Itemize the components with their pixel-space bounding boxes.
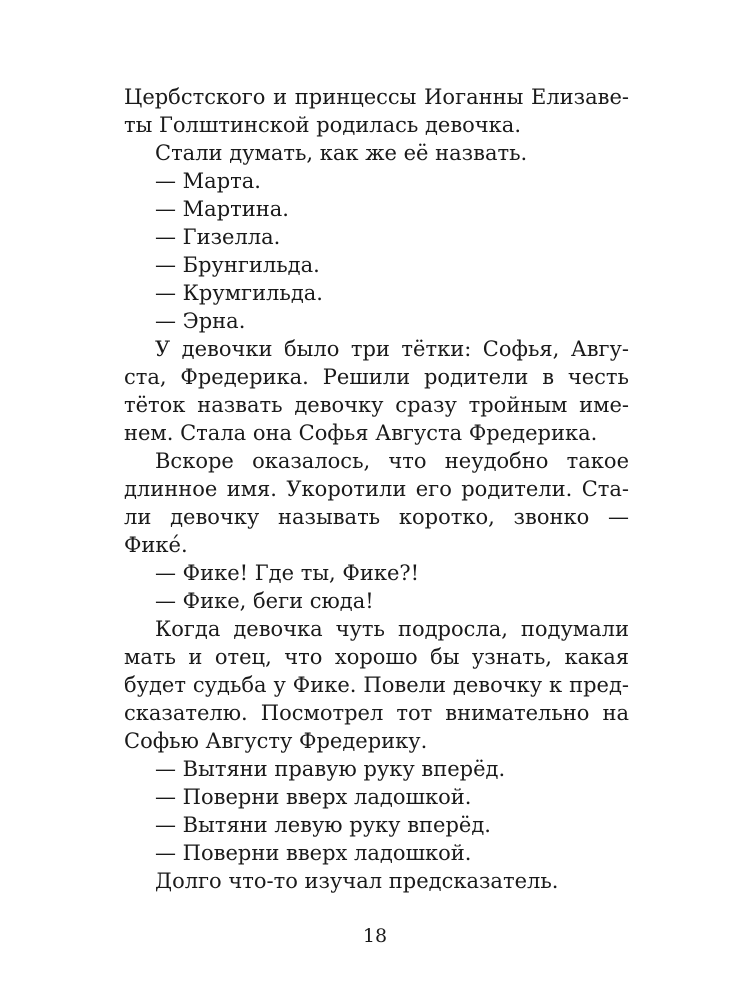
dialogue-line: — Марта. — [155, 169, 261, 193]
text-line: нем. Стала она Софья Августа Фредерика. — [124, 421, 598, 445]
dialogue-line: — Крумгильда. — [155, 281, 323, 305]
text-line: У девочки было три тётки: Софья, Авгу- — [155, 337, 629, 361]
text-line: Вскоре оказалось, что неудобно такое — [155, 449, 629, 473]
text-line: Когда девочка чуть подросла, подумали — [155, 617, 629, 641]
dialogue-line: — Мартина. — [155, 197, 289, 221]
dialogue-line: — Фике! Где ты, Фике?! — [155, 561, 420, 585]
dialogue-line: — Поверни вверх ладошкой. — [155, 841, 472, 865]
text-line: сказателю. Посмотрел тот внимательно на — [124, 701, 629, 725]
text-line: Фике́. — [124, 533, 188, 557]
dialogue-line: — Поверни вверх ладошкой. — [155, 785, 472, 809]
text-line: ли девочку называть коротко, звонко — — [124, 505, 629, 529]
page-number: 18 — [362, 925, 388, 947]
dialogue-line: — Вытяни правую руку вперёд. — [155, 757, 506, 781]
body-text — [124, 83, 629, 895]
dialogue-line: — Гизелла. — [155, 225, 281, 249]
text-line: ты Голштинской родилась девочка. — [124, 113, 522, 137]
text-line: Долго что-то изучал предсказатель. — [155, 869, 559, 893]
dialogue-line: — Брунгильда. — [155, 253, 320, 277]
text-line: Софью Августу Фредерику. — [124, 729, 428, 753]
text-line: ста, Фредерика. Решили родители в честь — [124, 365, 629, 389]
text-line: мать и отец, что хорошо бы узнать, какая — [124, 645, 629, 669]
text-line: длинное имя. Укоротили его родители. Ста- — [124, 477, 629, 501]
dialogue-line: — Эрна. — [155, 309, 246, 333]
dialogue-line: — Вытяни левую руку вперёд. — [155, 813, 491, 837]
text-line: Цербстского и принцессы Иоганны Елизаве- — [124, 85, 629, 109]
text-line: Стали думать, как же её назвать. — [155, 141, 528, 165]
dialogue-line: — Фике, беги сюда! — [155, 589, 374, 613]
text-line: будет судьба у Фике. Повели девочку к пред- — [124, 673, 629, 697]
text-line: тёток назвать девочку сразу тройным име- — [124, 393, 629, 417]
